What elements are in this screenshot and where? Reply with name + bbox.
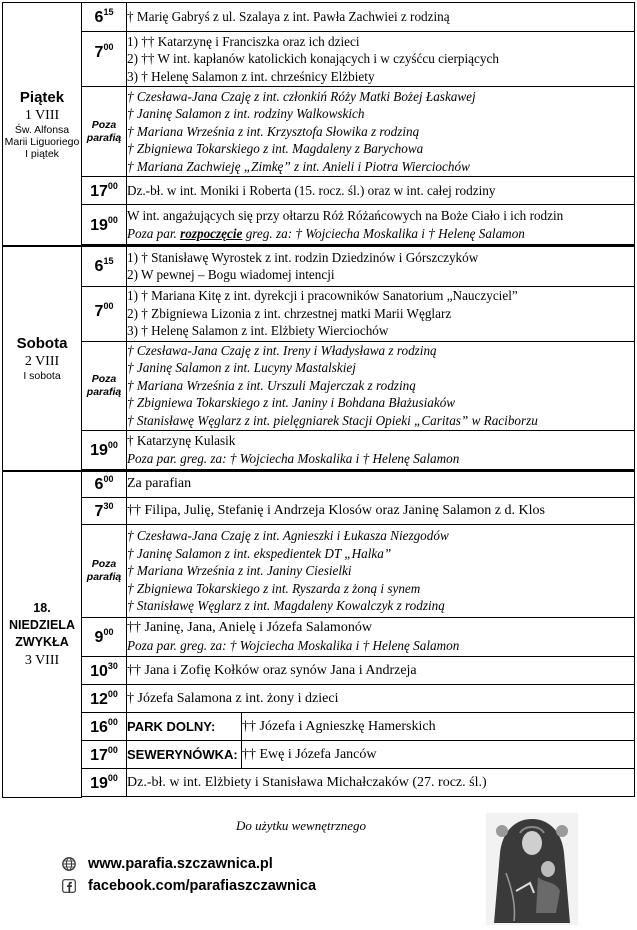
mass-time: $12^{00}$ xyxy=(82,685,127,713)
list-item: 2) W pewnej – Bogu wiadomej intencji xyxy=(127,267,335,283)
facebook-link[interactable] xyxy=(62,878,316,894)
list-item: † Mariana Września z int. Krzysztofa Słowika z rodziną xyxy=(127,123,420,139)
table-row xyxy=(3,87,635,177)
intention: Za parafian xyxy=(127,471,635,498)
outside-parish-label: Poza parafią xyxy=(82,87,127,177)
list-item: † Janinę Salamon z int. ekspedientek DT „Halka” xyxy=(127,545,392,561)
mass-time: $10^{30}$ xyxy=(82,657,127,685)
table-row xyxy=(3,498,635,525)
intention: †† Józefa i Agnieszkę Hamerskich xyxy=(242,713,635,741)
list-item: † Mariana Września z int. Janiny Ciesielki xyxy=(127,563,352,579)
table-row xyxy=(3,657,635,685)
table-row xyxy=(3,741,635,769)
outside-parish-label: Poza parafią xyxy=(82,341,127,430)
list-item: † Stanisławę Węglarz z int. Magdaleny Kowalczyk z rodziną xyxy=(127,598,445,614)
table-row xyxy=(3,618,635,657)
intention: W int. angażujących się przy ołtarzu Róż Różańcowych na Boże Ciało i ich rodzin Poza par. rozpoczęcie greg. za: † Wojciecha Moskalika i † Helenę Salamon xyxy=(127,205,635,245)
mass-time: $19^{00}$ xyxy=(82,205,127,245)
intention: † Józefa Salamona z int. żony i dzieci xyxy=(127,685,635,713)
table-row xyxy=(3,286,635,341)
internal-use-note: Do użytku wewnętrznego xyxy=(236,818,366,833)
intention: †† Janinę, Jana, Anielę i Józefa Salamonów Poza par. greg. za: † Wojciecha Moskalika i † Helenę Salamon xyxy=(127,618,635,657)
intention-list xyxy=(127,32,635,87)
list-item: † Czesława-Jana Czaję z int. Ireny i Władysława z rodziną xyxy=(127,342,437,358)
day-date: 3 VIII xyxy=(24,652,60,668)
list-item: 1) † Mariana Kitę z int. dyrekcji i pracowników Sanatorium „Nauczyciel” xyxy=(127,288,518,304)
day-note: Św. Alfonsa xyxy=(14,123,70,136)
outside-parish-intentions xyxy=(127,87,635,177)
list-item: † Zbigniewa Tokarskiego z int. Ryszarda z żoną i synem xyxy=(127,580,421,596)
list-item: 2) † Zbigniewa Lizonia z int. chrzestnej matki Marii Węglarz xyxy=(127,305,452,321)
globe-icon xyxy=(62,857,76,871)
intention-list xyxy=(127,286,635,341)
website-url[interactable]: www.parafia.szczawnica.pl xyxy=(88,856,273,872)
mass-time: $19^{00}$ xyxy=(82,769,127,797)
mass-time: $6^{00}$ xyxy=(82,471,127,498)
day-cell-sunday xyxy=(3,471,82,798)
day-note: Marii Liguoriego xyxy=(4,135,80,148)
intention: † Katarzynę Kulasik Poza par. greg. za: † Wojciecha Moskalika i † Helenę Salamon xyxy=(127,430,635,469)
list-item: 1) † Stanisławę Wyrostek z int. rodzin Dziedzinów i Górszczyków xyxy=(127,249,479,265)
day-cell-saturday xyxy=(3,246,82,471)
list-item: 2) †† W int. kapłanów katolickich konających i w czyśćcu cierpiących xyxy=(127,51,499,67)
list-item: † Zbigniewa Tokarskiego z int. Magdaleny z Barychowa xyxy=(127,141,424,157)
mass-time: $19^{00}$ xyxy=(82,430,127,469)
intention: †† Jana i Zofię Kołków oraz synów Jana i Andrzeja xyxy=(127,657,635,685)
day-date: 1 VIII xyxy=(24,107,60,123)
facebook-icon xyxy=(62,879,76,893)
outside-parish-intentions xyxy=(127,525,635,618)
table-row xyxy=(3,471,635,498)
intention: †† Ewę i Józefa Janców xyxy=(242,741,635,769)
day-name: NIEDZIELA xyxy=(9,617,75,632)
intention-list xyxy=(127,246,635,286)
list-item: † Stanisławę Węglarz z int. pielęgniarek Stacji Opieki „Caritas” w Raciborzu xyxy=(127,412,538,428)
madonna-icon-image xyxy=(486,813,578,925)
location-label: SEWERYNÓWKA: xyxy=(127,741,242,769)
mass-time: $16^{00}$ xyxy=(82,713,127,741)
intention: Dz.-bł. w int. Moniki i Roberta (15. rocz. śl.) oraz w int. całej rodziny xyxy=(127,177,635,205)
mass-time: $17^{00}$ xyxy=(82,741,127,769)
table-row xyxy=(3,685,635,713)
table-row xyxy=(3,769,635,797)
list-item: 3) † Helenę Salamon z int. chrześnicy Elżbiety xyxy=(127,68,375,84)
table-row xyxy=(3,246,635,286)
table-row xyxy=(3,341,635,430)
mass-schedule-table xyxy=(2,2,635,798)
list-item: † Janinę Salamon z int. Lucyny Mastalskiej xyxy=(127,360,356,376)
list-item: † Mariana Września z int. Urszuli Majerczak z rodziną xyxy=(127,377,416,393)
day-name: ZWYKŁA xyxy=(15,634,69,649)
table-row xyxy=(3,430,635,469)
location-label: PARK DOLNY: xyxy=(127,713,242,741)
list-item: 1) †† Katarzynę i Franciszka oraz ich dzieci xyxy=(127,33,360,49)
mass-time: $9^{00}$ xyxy=(82,618,127,657)
day-note: I piątek xyxy=(25,147,59,160)
facebook-url[interactable]: facebook.com/parafiaszczawnica xyxy=(88,878,317,894)
list-item: † Janinę Salamon z int. rodziny Walkowskich xyxy=(127,106,365,122)
mass-time: $7^{00}$ xyxy=(82,286,127,341)
intention: † Marię Gabryś z ul. Szalaya z int. Pawła Zachwiei z rodziną xyxy=(127,3,635,32)
list-item: † Zbigniewa Tokarskiego z int. Janiny i Bohdana Błażusiaków xyxy=(127,395,456,411)
mass-time: $6^{15}$ xyxy=(82,246,127,286)
day-name: Sobota xyxy=(16,334,68,352)
day-name: 18. xyxy=(33,600,51,615)
table-row xyxy=(3,3,635,32)
mass-time: $6^{15}$ xyxy=(82,3,127,32)
intention: †† Filipa, Julię, Stefanię i Andrzeja Klosów oraz Janinę Salamon z d. Klos xyxy=(127,498,635,525)
list-item: † Czesława-Jana Czaję z int. członkiń Róży Matki Bożej Łaskawej xyxy=(127,88,476,104)
table-row xyxy=(3,713,635,741)
mass-time: $17^{00}$ xyxy=(82,177,127,205)
list-item: 3) † Helenę Salamon z int. Elżbiety Wierciochów xyxy=(127,323,389,339)
table-row xyxy=(3,177,635,205)
day-cell-friday xyxy=(3,3,82,247)
mass-time: $7^{00}$ xyxy=(82,32,127,87)
intention: Dz.-bł. w int. Elżbiety i Stanisława Michałczaków (27. rocz. śl.) xyxy=(127,769,635,797)
website-link[interactable] xyxy=(62,856,273,872)
list-item: † Mariana Zachwieję „Zimkę” z int. Anieli i Piotra Wierciochów xyxy=(127,158,470,174)
day-date: 2 VIII xyxy=(24,353,60,369)
list-item: † Czesława-Jana Czaję z int. Agnieszki i Łukasza Niezgodów xyxy=(127,528,449,544)
table-row xyxy=(3,32,635,87)
table-row xyxy=(3,205,635,245)
mass-time: $7^{30}$ xyxy=(82,498,127,525)
day-note: I sobota xyxy=(23,369,61,382)
day-name: Piątek xyxy=(19,88,65,106)
outside-parish-intentions xyxy=(127,341,635,430)
table-row xyxy=(3,525,635,618)
outside-parish-label: Poza parafią xyxy=(82,525,127,618)
